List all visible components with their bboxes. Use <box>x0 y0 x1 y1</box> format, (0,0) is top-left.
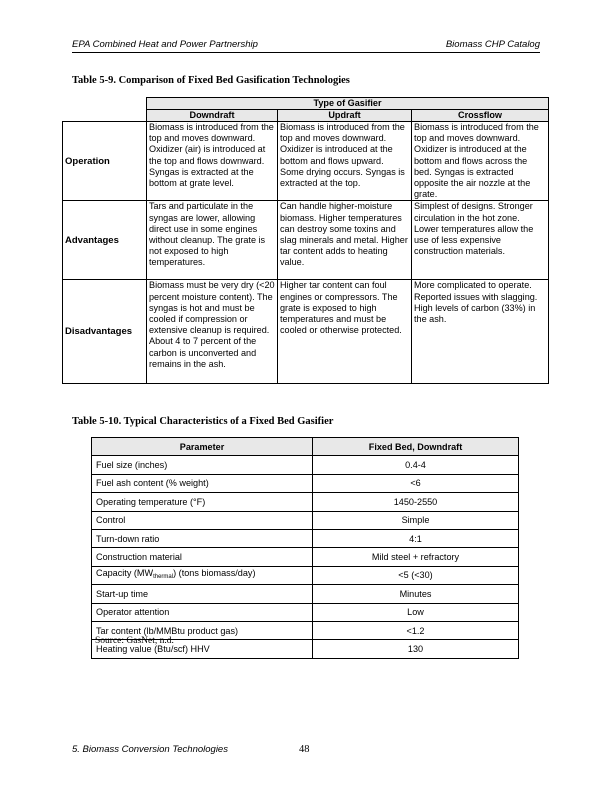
parameter-cell: Control <box>92 511 313 529</box>
running-header-left: EPA Combined Heat and Power Partnership <box>72 39 258 50</box>
gasifier-comparison-table <box>62 97 549 384</box>
source-note: Source: GasNet, n.d. <box>95 636 174 646</box>
table-row <box>92 474 519 492</box>
table-cell: More complicated to operate. Reported issues with slagging. High levels of carbon (33%) in the ash. <box>412 280 549 384</box>
parameter-cell: Fuel size (inches) <box>92 456 313 474</box>
table-row <box>63 201 549 280</box>
value-cell: Minutes <box>313 585 519 603</box>
value-cell: Mild steel + refractory <box>313 548 519 566</box>
running-header-right: Biomass CHP Catalog <box>445 39 540 50</box>
capacity-label-subscript: thermal <box>153 574 174 581</box>
value-cell: 1450-2550 <box>313 493 519 511</box>
running-footer-section: 5. Biomass Conversion Technologies <box>72 744 228 755</box>
parameter-cell: Start-up time <box>92 585 313 603</box>
parameter-cell: Operator attention <box>92 603 313 621</box>
table-row <box>92 585 519 603</box>
value-cell: Low <box>313 603 519 621</box>
table-cell: Biomass is introduced from the top and moves downward. Oxidizer is introduced at the bottom and flows upward. Some drying occurs. Syngas is extracted at the top. <box>278 122 412 201</box>
table-row <box>92 529 519 547</box>
capacity-label-start: Capacity (MW <box>96 568 154 579</box>
parameter-cell: Heating value (Btu/scf) HHV <box>92 640 313 658</box>
column-header-updraft: Updraft <box>278 110 412 122</box>
value-cell: 130 <box>313 640 519 658</box>
table-cell: Higher tar content can foul engines or compressors. The grate is exposed to high temperatures and must be cooled or otherwise protected. <box>278 280 412 384</box>
table-row <box>92 548 519 566</box>
column-header-parameter: Parameter <box>92 438 313 456</box>
blank-corner-cell <box>63 98 147 122</box>
fixed-bed-characteristics-table <box>91 437 519 659</box>
table-cell: Biomass is introduced from the top and moves downward. Oxidizer (air) is introduced at the top and flows downward. Syngas is extracted at the bottom at grate level. <box>147 122 278 201</box>
table-cell: Can handle higher-moisture biomass. Higher temperatures can destroy some toxins and slag minerals and metal. Higher tar content adds to heating value. <box>278 201 412 280</box>
table-row <box>92 603 519 621</box>
table1-caption: Table 5-9. Comparison of Fixed Bed Gasification Technologies <box>72 75 350 86</box>
table-row <box>63 280 549 384</box>
row-header-advantages: Advantages <box>63 201 147 280</box>
page-number: 48 <box>299 744 310 755</box>
header-rule <box>72 52 540 53</box>
value-cell: <5 (<30) <box>313 566 519 584</box>
value-cell: <1.2 <box>313 621 519 639</box>
parameter-cell: Construction material <box>92 548 313 566</box>
row-header-disadvantages: Disadvantages <box>63 280 147 384</box>
parameter-cell: Tar content (lb/MMBtu product gas) <box>92 621 313 639</box>
parameter-cell <box>92 566 313 584</box>
table-row <box>92 456 519 474</box>
table-row <box>92 511 519 529</box>
table-cell: Simplest of designs. Stronger circulation in the hot zone. Lower temperatures allow the use of less expensive construction materials. <box>412 201 549 280</box>
capacity-label-end: ) (tons biomass/day) <box>173 568 256 579</box>
table-row <box>92 493 519 511</box>
value-cell: 4:1 <box>313 529 519 547</box>
parameter-cell: Fuel ash content (% weight) <box>92 474 313 492</box>
parameter-cell: Operating temperature (°F) <box>92 493 313 511</box>
value-cell: 0.4-4 <box>313 456 519 474</box>
table-cell: Biomass must be very dry (<20 percent moisture content). The syngas is hot and must be cooled if compression or extensive cleanup is required. About 4 to 7 percent of the carbon is unconverted and remains in the ash. <box>147 280 278 384</box>
column-header-fixed-bed-downdraft: Fixed Bed, Downdraft <box>313 438 519 456</box>
table2-caption: Table 5-10. Typical Characteristics of a Fixed Bed Gasifier <box>72 416 334 427</box>
column-header-downdraft: Downdraft <box>147 110 278 122</box>
table-cell: Tars and particulate in the syngas are lower, allowing direct use in some engines without cleanup. The grate is not exposed to high temperatures. <box>147 201 278 280</box>
value-cell: Simple <box>313 511 519 529</box>
table-row <box>63 122 549 201</box>
column-header-crossflow: Crossflow <box>412 110 549 122</box>
type-of-gasifier-header: Type of Gasifier <box>147 98 549 110</box>
value-cell: <6 <box>313 474 519 492</box>
table-cell: Biomass is introduced from the top and moves downward. Oxidizer is introduced at the bottom and flows across the bed. Syngas is extracted opposite the air nozzle at the grate. <box>412 122 549 201</box>
parameter-cell: Turn-down ratio <box>92 529 313 547</box>
row-header-operation: Operation <box>63 122 147 201</box>
table-row <box>92 566 519 584</box>
